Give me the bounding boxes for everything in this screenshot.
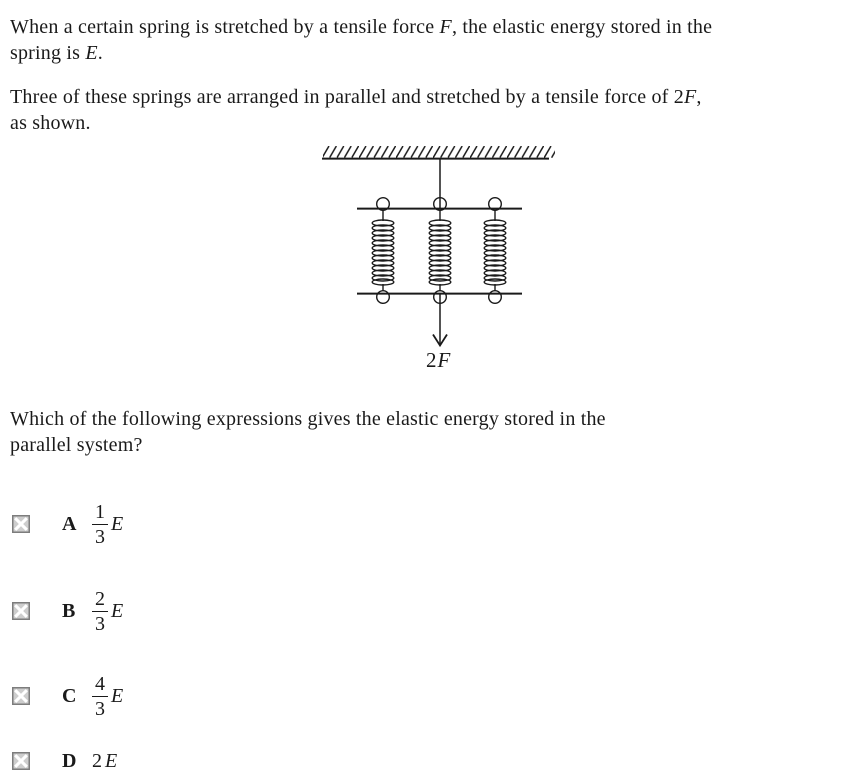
intro-p1-text-3: spring is [10, 42, 86, 64]
fraction [92, 502, 108, 547]
variable-E: E [111, 684, 124, 707]
crossed-checkbox-icon[interactable] [12, 602, 30, 620]
option-letter: C [62, 685, 77, 707]
fraction [92, 674, 108, 719]
variable-E: E [85, 42, 98, 64]
option-letter: A [62, 513, 77, 535]
force-label: 2F [426, 348, 451, 372]
spring-middle [429, 198, 451, 304]
option-expression [92, 674, 123, 719]
intro-p2-text-3: as shown. [10, 112, 91, 134]
spring-right [484, 198, 506, 304]
intro-paragraph-1 [10, 14, 712, 66]
option-row-c[interactable] [0, 673, 320, 719]
option-expression [92, 750, 117, 773]
option-expression [92, 589, 123, 634]
option-letter: D [62, 750, 77, 772]
intro-p1-text-1: When a certain spring is stretched by a tensile force [10, 16, 440, 38]
intro-paragraph-2 [10, 84, 702, 136]
springs-diagram [300, 140, 580, 378]
spring-left [372, 198, 394, 304]
option-expression [92, 502, 123, 547]
crossed-checkbox-icon[interactable] [12, 515, 30, 533]
option-row-d[interactable] [0, 748, 320, 774]
ceiling-hatching [323, 146, 555, 158]
crossed-checkbox-icon[interactable] [12, 687, 30, 705]
intro-p2-text-1: Three of these springs are arranged in parallel and stretched by a tensile force of 2 [10, 86, 684, 108]
question-line-1: Which of the following expressions gives the elastic energy stored in the [10, 408, 606, 430]
question-line-2: parallel system? [10, 434, 143, 456]
intro-p2-text-2: , [696, 86, 702, 108]
question-text [10, 406, 606, 458]
fraction-denominator: 3 [92, 611, 108, 634]
fraction-numerator: 2 [95, 587, 105, 610]
crossed-checkbox-icon[interactable] [12, 752, 30, 770]
option-row-b[interactable] [0, 588, 320, 634]
fraction-denominator: 3 [92, 524, 108, 547]
fraction-numerator: 1 [95, 500, 105, 523]
option-row-a[interactable] [0, 501, 320, 547]
fraction-denominator: 3 [92, 696, 108, 719]
option-letter: B [62, 600, 76, 622]
fraction-numerator: 4 [95, 672, 105, 695]
intro-p1-text-2: , the elastic energy stored in the [451, 16, 713, 38]
variable-F: F [439, 16, 452, 38]
fraction [92, 589, 108, 634]
coefficient: 2 [92, 749, 102, 772]
variable-E: E [111, 512, 124, 535]
intro-p1-text-4: . [97, 42, 103, 64]
variable-F: F [683, 86, 697, 108]
variable-E: E [105, 749, 118, 772]
variable-E: E [111, 599, 124, 622]
